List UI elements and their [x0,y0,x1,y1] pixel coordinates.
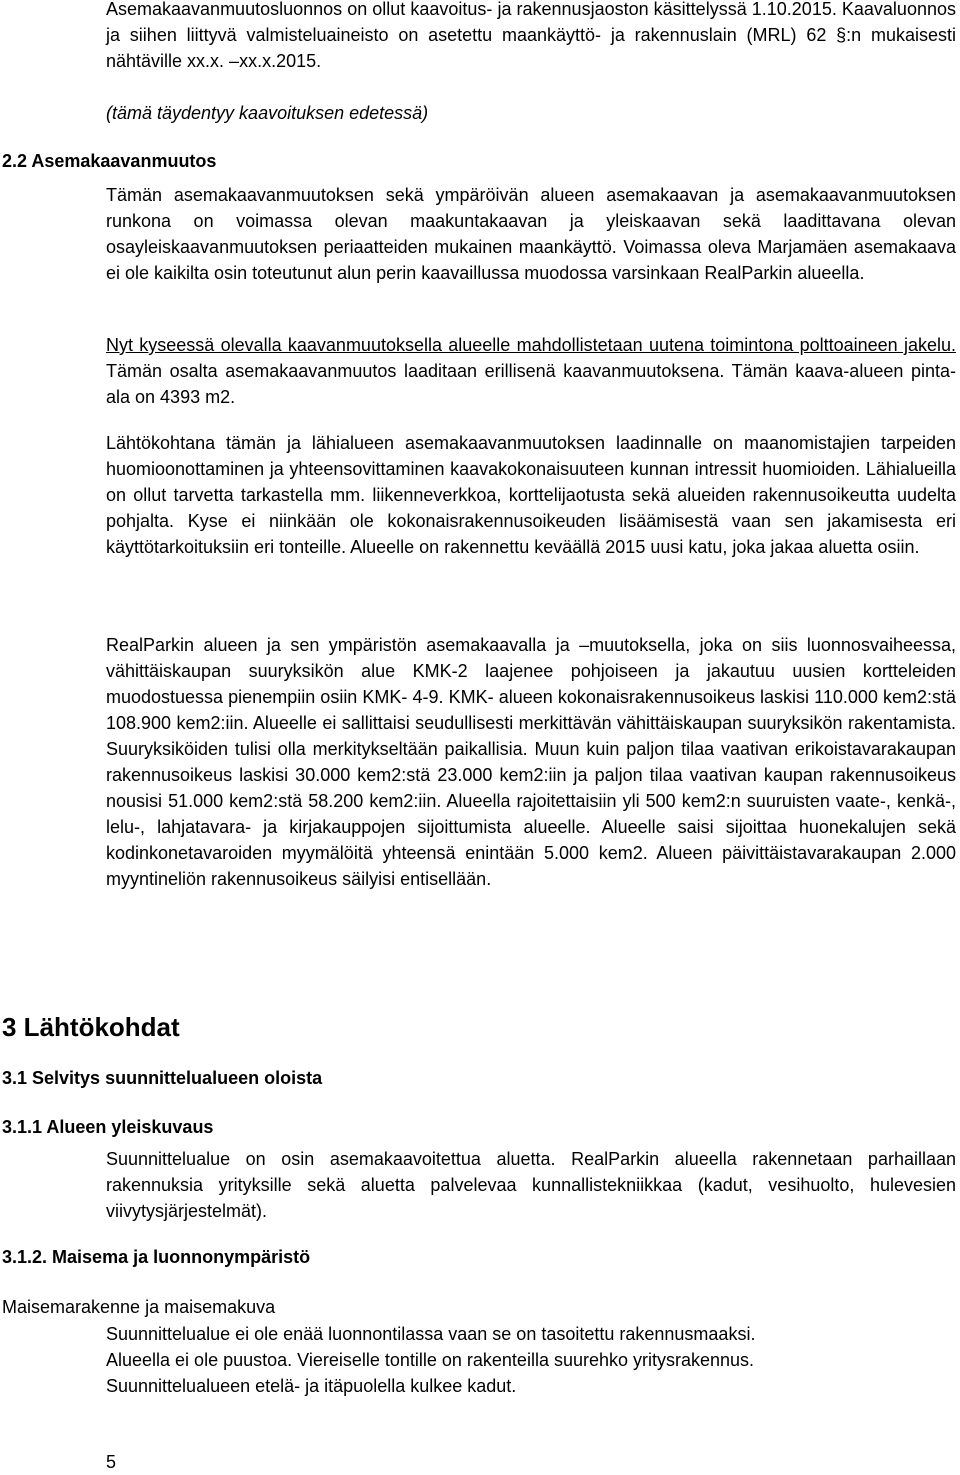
paragraph-2-2-3: Lähtökohtana tämän ja lähialueen asemakaavanmuutoksen laadinnalle on maanomistajien tarpeiden huomioonottaminen ja yhteensovittaminen kaavakokonaisuuteen kunnan intressit huomioiden. Lähialueilla on ollut tarvetta tarkastella mm. liikenneverkkoa, korttelijaotusta sekä alueiden rakennusoikeutta uudelta pohjalta. Kyse ei niinkään ole kokonaisrakennusoikeuden lisäämisestä vaan sen jakamisesta eri käyttötarkoituksiin eri tonteille. Alueelle on rakennettu keväällä 2015 uusi katu, joka jakaa aluetta osiin. [106,433,956,557]
section-heading-3-1-2: 3.1.2. Maisema ja luonnonympäristö [2,1247,311,1267]
paragraph-2-2-2 [106,332,956,410]
paragraph-3-1-1: Suunnittelualue on osin asemakaavoitettua aluetta. RealParkin alueella rakennetaan parhaillaan rakennuksia yrityksille sekä aluetta palvelevaa kunnallistekniikkaa (kadut, vesihuolto, hulevesien viivytysjärjestelmät). [106,1149,956,1221]
page-number: 5 [106,1452,117,1472]
paragraph-text: Tämän osalta asemakaavanmuutos laaditaan erillisenä kaavanmuutoksena. Tämän kaava-alueen pinta-ala on 4393 m2. [106,361,956,407]
intro-note: (tämä täydentyy kaavoituksen edetessä) [106,103,429,123]
section-heading-2-2: 2.2 Asemakaavanmuutos [2,151,217,171]
subsection-title: Maisemarakenne ja maisemakuva [2,1297,276,1317]
underlined-text: Nyt kyseessä olevalla kaavanmuutoksella alueelle mahdollistetaan uutena toimintona polttoaineen jakelu. [106,335,956,355]
paragraph-2-2-1: Tämän asemakaavanmuutoksen sekä ympäröivän alueen asemakaavan ja asemakaavanmuutoksen runkona on voimassa olevan maakuntakaavan ja yleiskaavan sekä laadittavana olevan osayleiskaavanmuutoksen periaatteiden mukainen maankäyttö. Voimassa oleva Marjamäen asemakaava ei ole kaikilta osin toteutunut alun perin kaavaillussa muodossa varsinkaan RealParkin alueella. [106,185,956,283]
subsection-line-1: Suunnittelualue ei ole enää luonnontilassa vaan se on tasoitettu rakennusmaaksi. [106,1324,756,1344]
section-heading-3-1-1: 3.1.1 Alueen yleiskuvaus [2,1117,214,1137]
intro-paragraph: Asemakaavanmuutosluonnos on ollut kaavoitus- ja rakennusjaoston käsittelyssä 1.10.2015. Kaavaluonnos ja siihen liittyvä valmisteluaineisto on asetettu maankäyttö- ja rakennuslain (MRL) 62 §:n mukaisesti nähtäville xx.x. –xx.x.2015. [106,0,956,71]
paragraph-2-2-4: RealParkin alueen ja sen ympäristön asemakaavalla ja –muutoksella, joka on siis luonnosvaiheessa, vähittäiskaupan suuryksikön alue KMK-2 laajenee pohjoiseen ja jakautuu uusien kortteleiden muodostuessa pienempiin osiin KMK- 4-9. KMK- alueen kokonaisrakennusoikeus laskisi 110.000 kem2:stä 108.900 kem2:iin. Alueelle ei sallittaisi seudullisesti merkittävän vähittäiskaupan suuryksikön rakentamista. Suuryksiköiden tulisi olla merkitykseltään paikallisia. Muun kuin paljon tilaa vaativan erikoistavarakaupan rakennusoikeus laskisi 30.000 kem2:stä 23.000 kem2:iin ja paljon tilaa vaativan kaupan rakennusoikeus nousisi 51.000 kem2:stä 58.200 kem2:iin. Alueella rajoitettaisiin yli 500 kem2:n suuruisten vaate-, kenkä-, lelu-, lahjatavara- ja kirjakauppojen sijoittumista alueelle. Alueelle saisi sijoittaa huonekalujen sekä kodinkonetavaroiden myymälöitä yhteensä enintään 5.000 kem2. Alueen päivittäistavarakaupan 2.000 myyntineliön rakennusoikeus säilyisi entisellään. [106,635,956,889]
subsection-line-3: Suunnittelualueen etelä- ja itäpuolella kulkee kadut. [106,1376,517,1396]
subsection-line-2: Alueella ei ole puustoa. Viereiselle tontille on rakenteilla suurehko yritysrakennus. [106,1350,755,1370]
section-heading-3-1: 3.1 Selvitys suunnittelualueen oloista [2,1068,323,1088]
chapter-heading-3: 3 Lähtökohdat [2,1012,180,1042]
